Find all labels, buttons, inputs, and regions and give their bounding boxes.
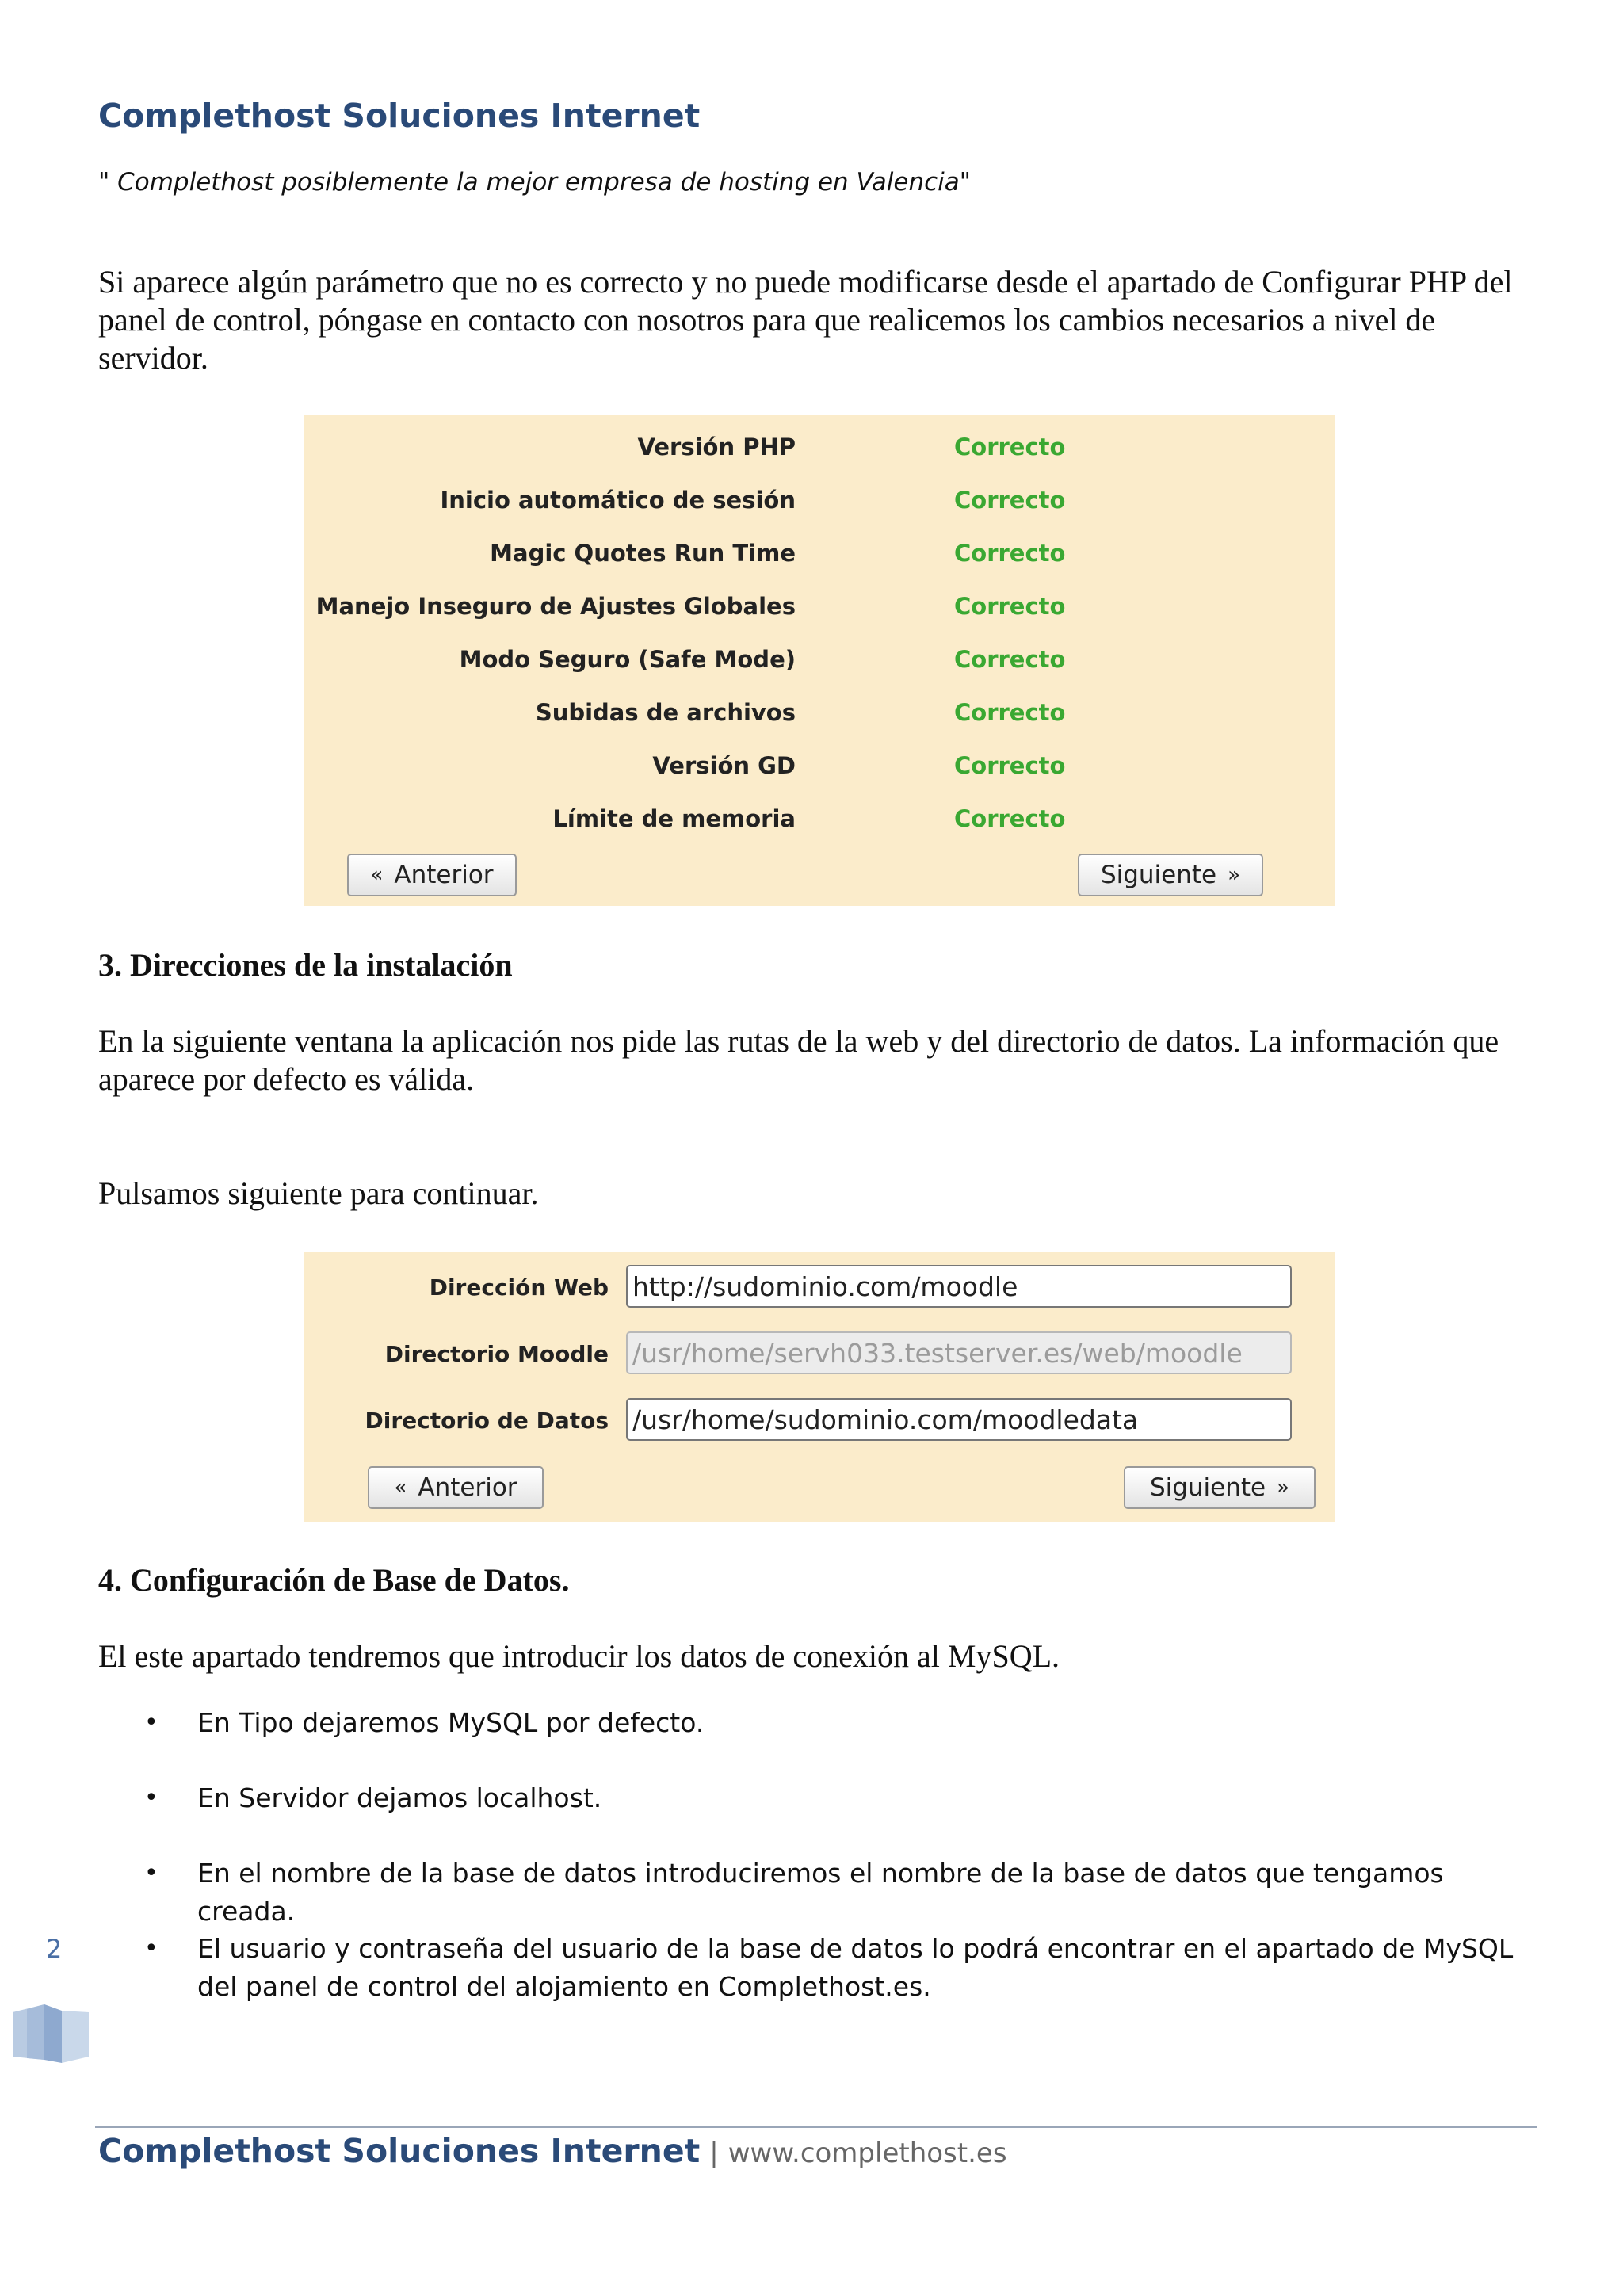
directorio-datos-label: Directorio de Datos [365, 1408, 609, 1434]
bullet-icon: • [144, 1859, 158, 1887]
check-label: Subidas de archivos [535, 699, 796, 726]
list-item-text: En Servidor dejamos localhost. [197, 1782, 602, 1813]
bullet-icon: • [144, 1784, 158, 1812]
check-row [304, 646, 1335, 686]
double-right-arrow-icon: » [1277, 1476, 1290, 1499]
list-item-text: En Tipo dejaremos MySQL por defecto. [197, 1707, 705, 1738]
anterior-button[interactable] [347, 854, 517, 896]
section3-paragraph1: En la siguiente ventana la aplicación nos pide las rutas de la web y del directorio de datos. La información que aparece por defecto es válida. [98, 1023, 1499, 1097]
check-row [304, 699, 1335, 739]
anterior-label: Anterior [418, 1473, 517, 1502]
page-number: 2 [46, 1934, 63, 1964]
check-label: Versión PHP [637, 434, 796, 460]
footer-url: www.complethost.es [727, 2137, 1007, 2169]
check-label: Versión GD [652, 752, 796, 779]
direccion-web-label: Dirección Web [429, 1274, 609, 1301]
check-label: Límite de memoria [552, 805, 796, 832]
footer-divider [95, 2126, 1537, 2128]
check-label: Inicio automático de sesión [440, 487, 796, 514]
section4-paragraph: El este apartado tendremos que introducir los datos de conexión al MySQL. [98, 1638, 1060, 1674]
section3-paragraph2: Pulsamos siguiente para continuar. [98, 1175, 539, 1211]
check-row [304, 805, 1335, 845]
paths-form-screenshot [304, 1252, 1335, 1522]
check-status: Correcto [954, 593, 1066, 620]
list-item-text: En el nombre de la base de datos introduciremos el nombre de la base de datos que tengamos creada. [197, 1858, 1444, 1927]
section4-heading: 4. Configuración de Base de Datos. [98, 1562, 570, 1598]
siguiente-label: Siguiente [1100, 861, 1217, 889]
check-status: Correcto [954, 540, 1066, 567]
check-row [304, 593, 1335, 632]
directorio-datos-input[interactable]: /usr/home/sudominio.com/moodledata [626, 1398, 1292, 1441]
siguiente-button[interactable] [1124, 1466, 1316, 1509]
check-status: Correcto [954, 699, 1066, 726]
check-label: Modo Seguro (Safe Mode) [459, 646, 796, 673]
siguiente-button[interactable] [1078, 854, 1263, 896]
header-subtitle: " Complethost posiblemente la mejor empresa de hosting en Valencia" [98, 168, 972, 197]
anterior-button[interactable] [368, 1466, 544, 1509]
check-status: Correcto [954, 805, 1066, 832]
list-item-text: El usuario y contraseña del usuario de la base de datos lo podrá encontrar en el apartado de MySQL del panel de control del alojamiento en Complethost.es. [197, 1933, 1514, 2002]
anterior-label: Anterior [394, 861, 494, 889]
footer-separator: | [709, 2137, 719, 2169]
check-row [304, 434, 1335, 473]
bullet-icon: • [144, 1935, 158, 1962]
double-left-arrow-icon: « [370, 863, 384, 887]
direccion-web-input[interactable]: http://sudominio.com/moodle [626, 1265, 1292, 1308]
footer-title: Complethost Soluciones Internet [98, 2132, 701, 2170]
double-right-arrow-icon: » [1228, 863, 1241, 887]
book-icon [11, 2001, 90, 2065]
check-row [304, 752, 1335, 792]
intro-paragraph: Si aparece algún parámetro que no es correcto y no puede modificarse desde el apartado de Configurar PHP del panel de control, póngase en contacto con nosotros para que realicemos los cambios necesarios a nivel de servidor. [98, 264, 1513, 376]
check-label: Manejo Inseguro de Ajustes Globales [315, 593, 796, 620]
check-status: Correcto [954, 434, 1066, 460]
directorio-moodle-input: /usr/home/servh033.testserver.es/web/moodle [626, 1331, 1292, 1374]
double-left-arrow-icon: « [394, 1476, 407, 1499]
check-status: Correcto [954, 752, 1066, 779]
check-label: Magic Quotes Run Time [490, 540, 796, 567]
check-row [304, 487, 1335, 526]
directorio-moodle-label: Directorio Moodle [384, 1341, 609, 1367]
footer [98, 2132, 1007, 2170]
check-row [304, 540, 1335, 579]
check-status: Correcto [954, 646, 1066, 673]
section3-heading: 3. Direcciones de la instalación [98, 947, 513, 983]
php-checks-screenshot [304, 415, 1335, 906]
header-title: Complethost Soluciones Internet [98, 97, 701, 135]
bullet-icon: • [144, 1709, 158, 1736]
siguiente-label: Siguiente [1149, 1473, 1266, 1502]
check-status: Correcto [954, 487, 1066, 514]
